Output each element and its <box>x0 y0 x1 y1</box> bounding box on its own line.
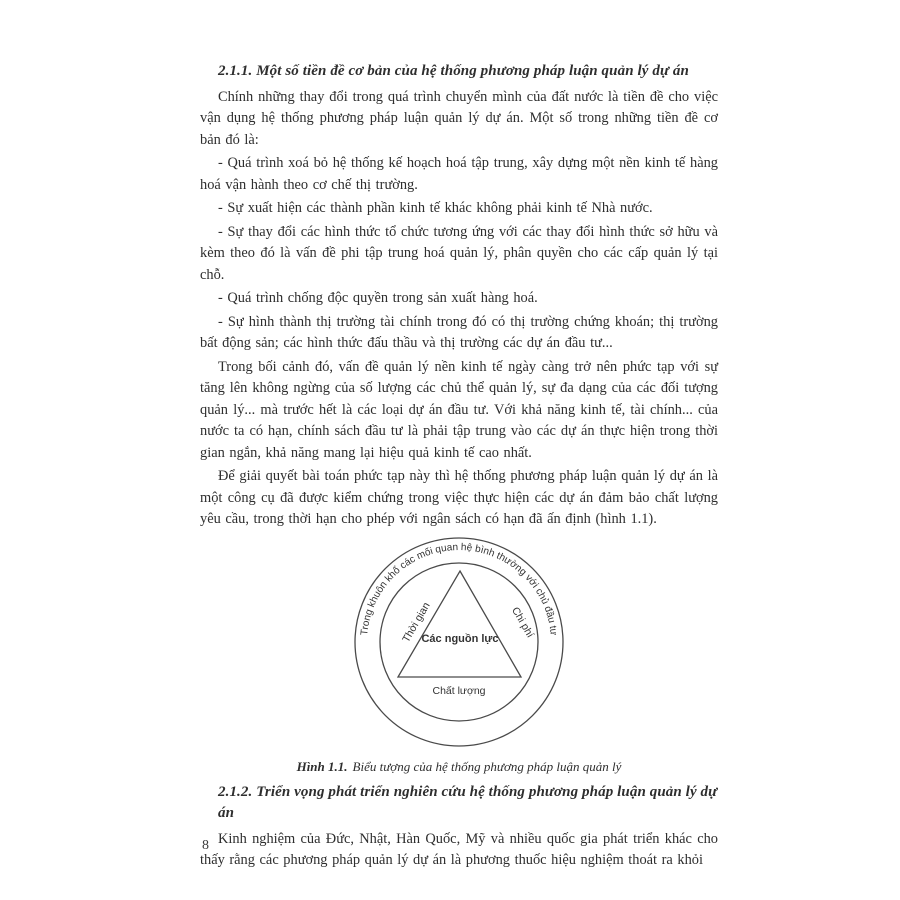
bullet-item-1: - Quá trình xoá bỏ hệ thống kế hoạch hoá tập trung, xây dựng một nền kinh tế hàng hoá vận hành theo cơ chế thị trường. <box>200 155 718 193</box>
figure-resources-label: Các nguồn lực <box>421 632 499 645</box>
section-heading-2-1-1: 2.1.1. Một số tiền đề cơ bản của hệ thống phương pháp luận quản lý dự án <box>218 63 689 79</box>
section-heading-2-1-2: 2.1.2. Triển vọng phát triển nghiên cứu hệ thống phương pháp luận quản lý dự án <box>218 783 718 821</box>
solution-paragraph: Để giải quyết bài toán phức tạp này thì hệ thống phương pháp luận quản lý dự án là một công cụ đã được kiểm chứng trong việc thực hiện các dự án đảm bảo chất lượng yêu cầu, trong thời hạn cho phép với ngân sách có hạn đã ấn định (hình 1.1). <box>200 468 718 527</box>
figure-caption-number: Hình 1.1. <box>296 758 348 774</box>
bullet-item-2: - Sự xuất hiện các thành phần kinh tế khác không phải kinh tế Nhà nước. <box>218 200 653 216</box>
bullet-item-3: - Sự thay đổi các hình thức tổ chức tương ứng với các thay đổi hình thức sở hữu và kèm theo đó là vấn đề phi tập trung hoá quản lý, phân quyền cho các cấp quản lý tại chỗ. <box>200 223 718 283</box>
figure-time-label: Thời gian <box>400 599 433 645</box>
experience-paragraph: Kinh nghiệm của Đức, Nhật, Hàn Quốc, Mỹ và nhiều quốc gia phát triển khác cho thấy rằng các phương pháp quản lý dự án là phương thuốc hiệu nghiệm thoát ra khỏi <box>200 830 718 868</box>
page-content <box>200 58 718 874</box>
page-number: 8 <box>202 838 209 853</box>
bullet-item-5: - Sự hình thành thị trường tài chính trong đó có thị trường chứng khoán; thị trường bất động sản; các hình thức đấu thầu và thị trường các dự án đầu tư... <box>200 313 718 351</box>
methodology-diagram <box>353 536 565 748</box>
intro-paragraph: Chính những thay đổi trong quá trình chuyển mình của đất nước là tiền đề cho việc vận dụng hệ thống phương pháp luận quản lý dự án. Một số trong những tiền đề cơ bản đó là: <box>200 88 718 148</box>
figure-cost-label: Chi phí <box>509 604 537 640</box>
figure-quality-label: Chất lượng <box>432 684 486 697</box>
figure-caption <box>200 759 718 775</box>
figure-arc-label: Trong khuôn khổ các mối quan hệ bình thường với chủ đầu tư <box>359 541 559 636</box>
figure-caption-text: Biểu tượng của hệ thống phương pháp luận quản lý <box>352 758 622 774</box>
context-paragraph: Trong bối cảnh đó, vấn đề quản lý nền kinh tế ngày càng trở nên phức tạp với sự tăng lên không ngừng của số lượng các chủ thể quản lý, sự đa dạng của các đối tượng quản lý... mà trước hết là các loại dự án đầu tư. Với khả năng kinh tế, tài chính... của nước ta có hạn, chính sách đầu tư là phải tập trung vào các dự án thực hiện trong thời gian ngắn, khả năng mang lại hiệu quả kinh tế cao nhất. <box>200 358 718 461</box>
bullet-item-4: - Quá trình chống độc quyền trong sản xuất hàng hoá. <box>218 290 538 306</box>
figure-1-1 <box>200 536 718 775</box>
